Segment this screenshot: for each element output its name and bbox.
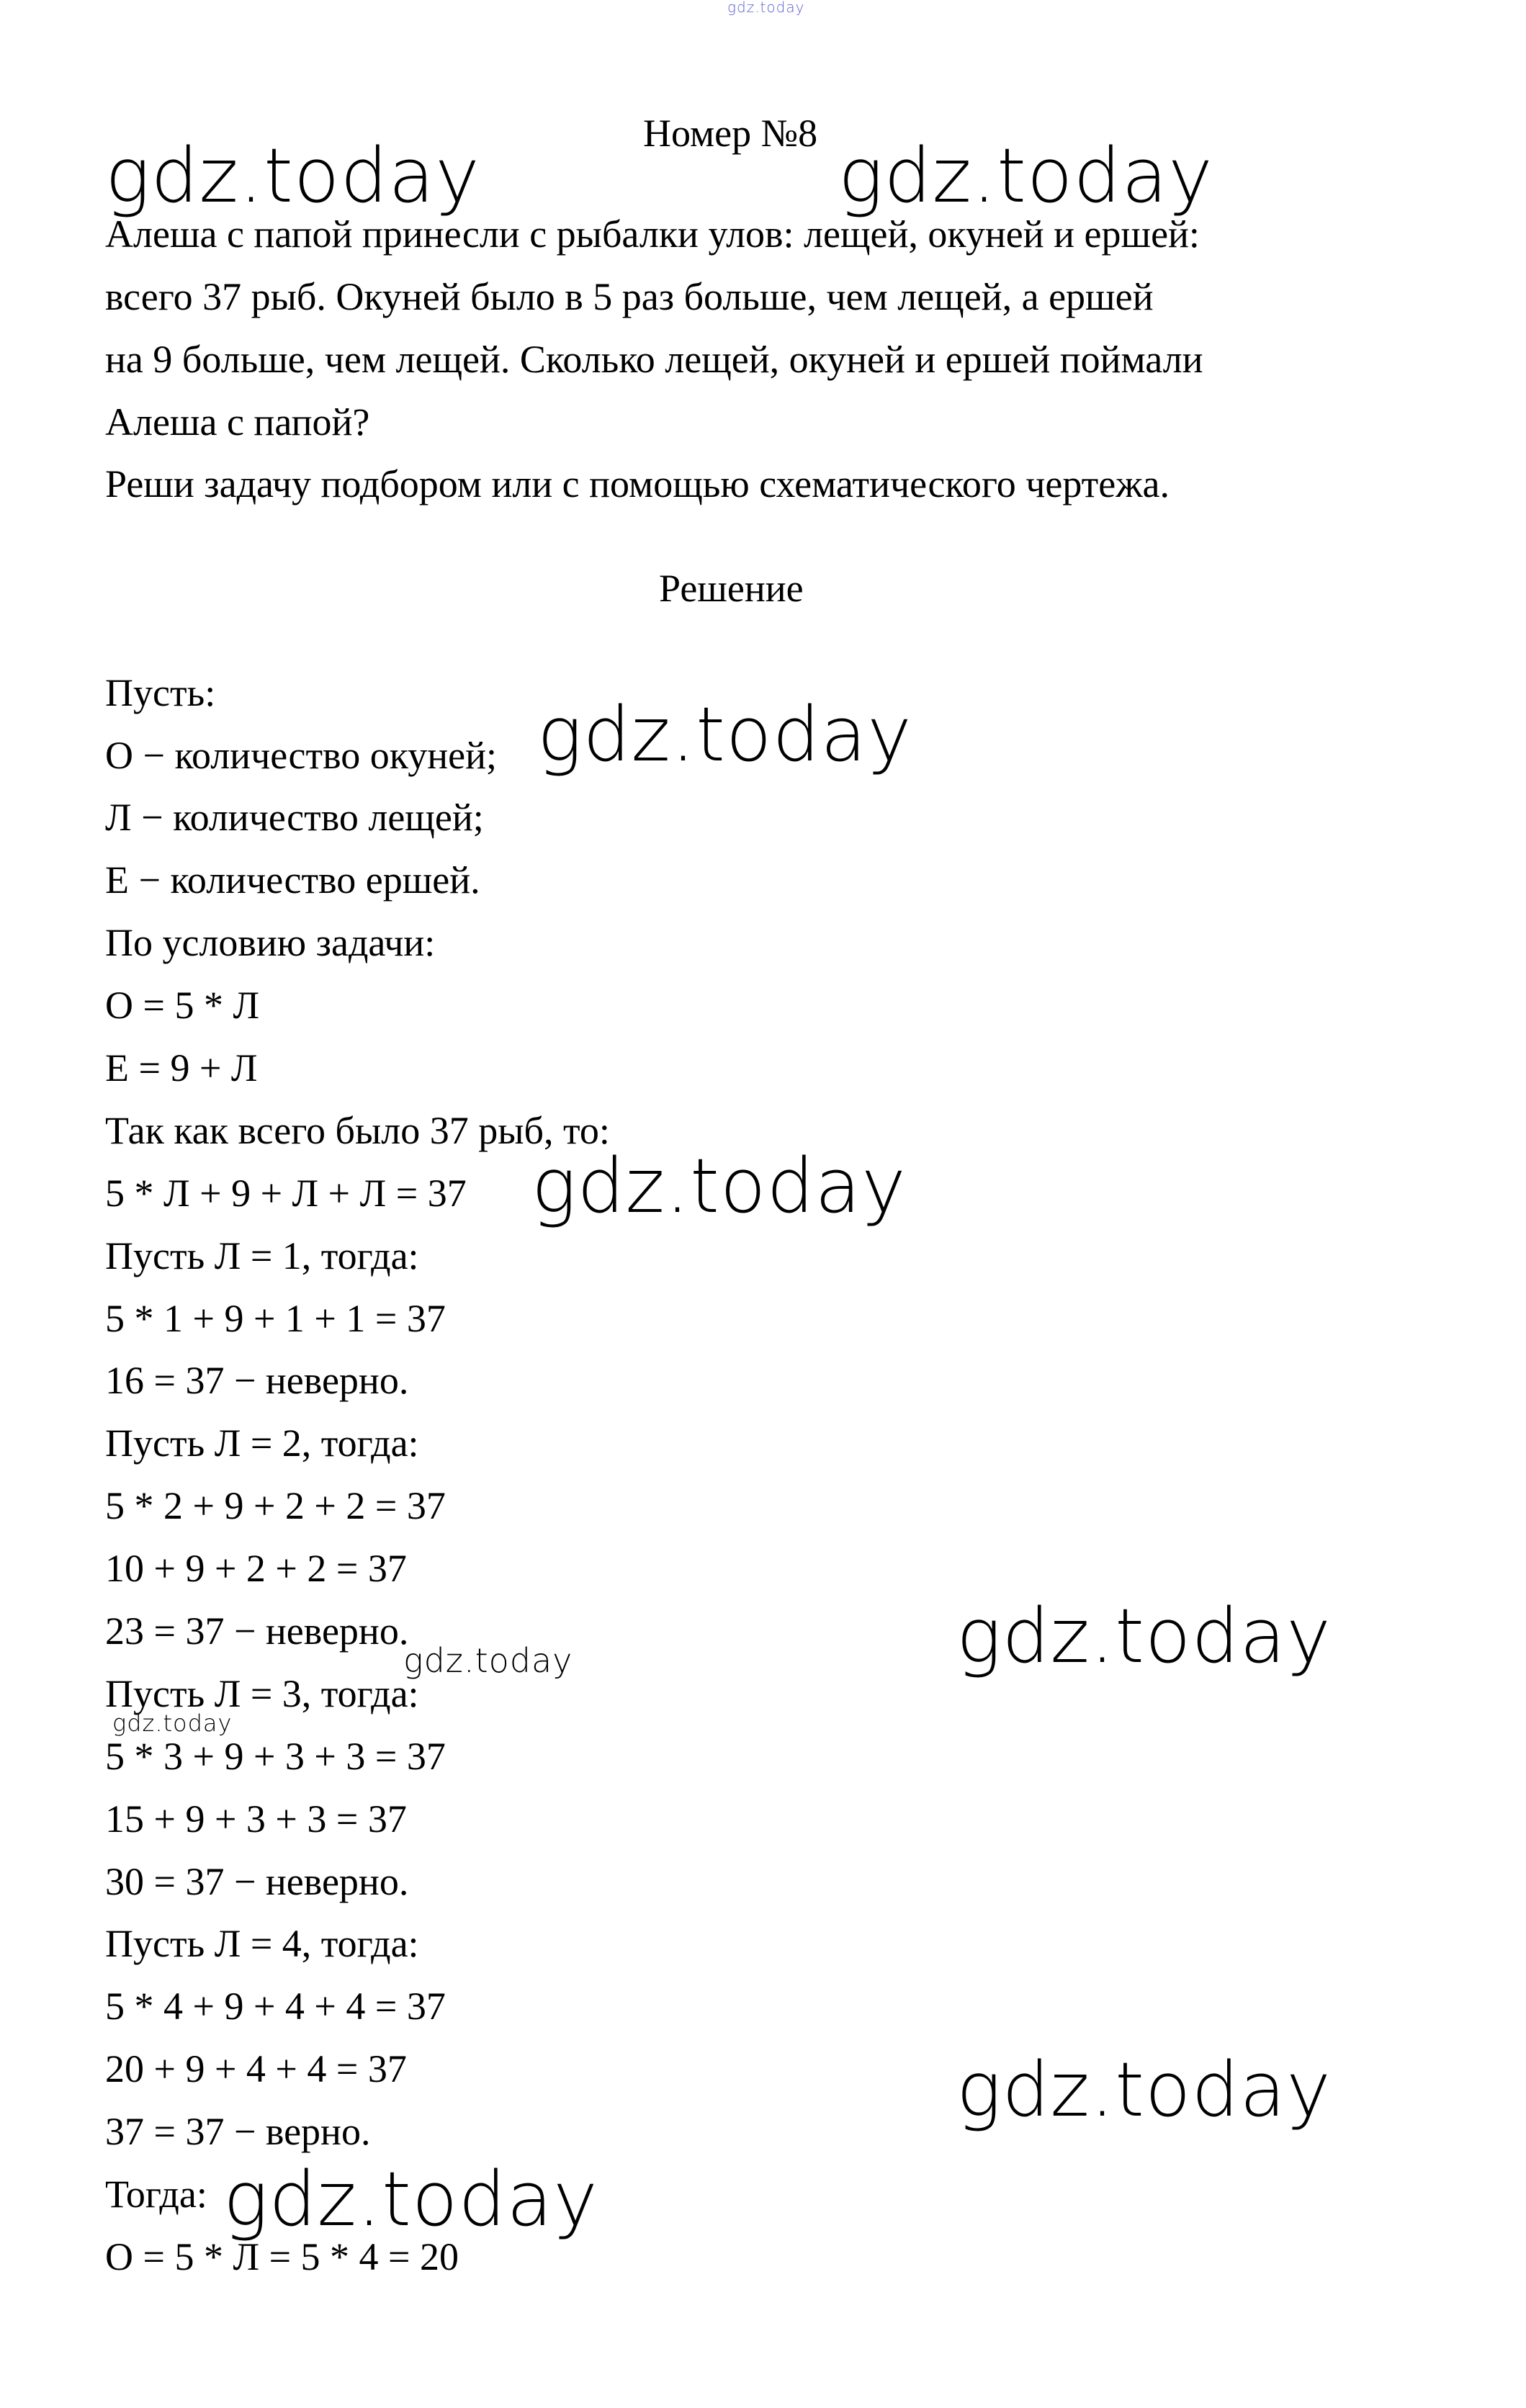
solution-line: 23 = 37 − неверно.	[105, 1609, 409, 1653]
problem-line: Алеша с папой принесли с рыбалки улов: лещей, окуней и ершей:	[105, 212, 1200, 256]
watermark: gdz.today	[838, 132, 1213, 220]
solution-line: Пусть Л = 4, тогда:	[105, 1922, 419, 1965]
watermark-top: gdz.today	[727, 0, 805, 16]
solution-line: По условию задачи:	[105, 921, 436, 964]
solution-heading: Решение	[659, 567, 804, 610]
solution-line: 15 + 9 + 3 + 3 = 37	[105, 1797, 407, 1841]
solution-line: 5 * 4 + 9 + 4 + 4 = 37	[105, 1985, 446, 2028]
solution-line: 10 + 9 + 2 + 2 = 37	[105, 1547, 407, 1590]
solution-line: Е = 9 + Л	[105, 1046, 258, 1090]
problem-line: всего 37 рыб. Окуней было в 5 раз больше, чем лещей, а ершей	[105, 275, 1154, 318]
problem-line: Алеша с папой?	[105, 400, 370, 444]
watermark: gdz.today	[531, 1142, 907, 1230]
watermark: gdz.today	[105, 132, 480, 220]
page-title: Номер №8	[643, 112, 818, 155]
solution-line: О − количество окуней;	[105, 734, 497, 777]
solution-line: Пусть Л = 1, тогда:	[105, 1234, 419, 1277]
watermark: gdz.today	[537, 691, 912, 778]
solution-line: Пусть Л = 3, тогда:	[105, 1672, 419, 1715]
solution-line: 5 * 2 + 9 + 2 + 2 = 37	[105, 1484, 446, 1527]
solution-line: О = 5 * Л = 5 * 4 = 20	[105, 2235, 459, 2278]
solution-line: 16 = 37 − неверно.	[105, 1359, 409, 1402]
solution-line: Пусть:	[105, 671, 216, 714]
solution-line: 20 + 9 + 4 + 4 = 37	[105, 2047, 407, 2090]
solution-line: Так как всего было 37 рыб, то:	[105, 1109, 610, 1152]
watermark: gdz.today	[956, 2046, 1332, 2134]
solution-line: 30 = 37 − неверно.	[105, 1860, 409, 1903]
solution-line: Л − количество лещей;	[105, 796, 484, 839]
solution-line: О = 5 * Л	[105, 984, 260, 1027]
watermark: gdz.today	[956, 1592, 1332, 1680]
solution-line: 5 * 3 + 9 + 3 + 3 = 37	[105, 1735, 446, 1778]
solution-line: Тогда:	[105, 2173, 207, 2216]
problem-line: Реши задачу подбором или с помощью схематического чертежа.	[105, 462, 1170, 506]
solution-line: 37 = 37 − верно.	[105, 2110, 371, 2153]
watermark: gdz.today	[112, 1710, 233, 1737]
solution-line: Е − количество ершей.	[105, 858, 480, 902]
problem-line: на 9 больше, чем лещей. Сколько лещей, окуней и ершей поймали	[105, 338, 1203, 381]
watermark: gdz.today	[403, 1641, 573, 1680]
solution-line: Пусть Л = 2, тогда:	[105, 1421, 419, 1465]
solution-line: 5 * 1 + 9 + 1 + 1 = 37	[105, 1297, 446, 1340]
watermark: gdz.today	[223, 2155, 598, 2243]
solution-line: 5 * Л + 9 + Л + Л = 37	[105, 1172, 467, 1215]
